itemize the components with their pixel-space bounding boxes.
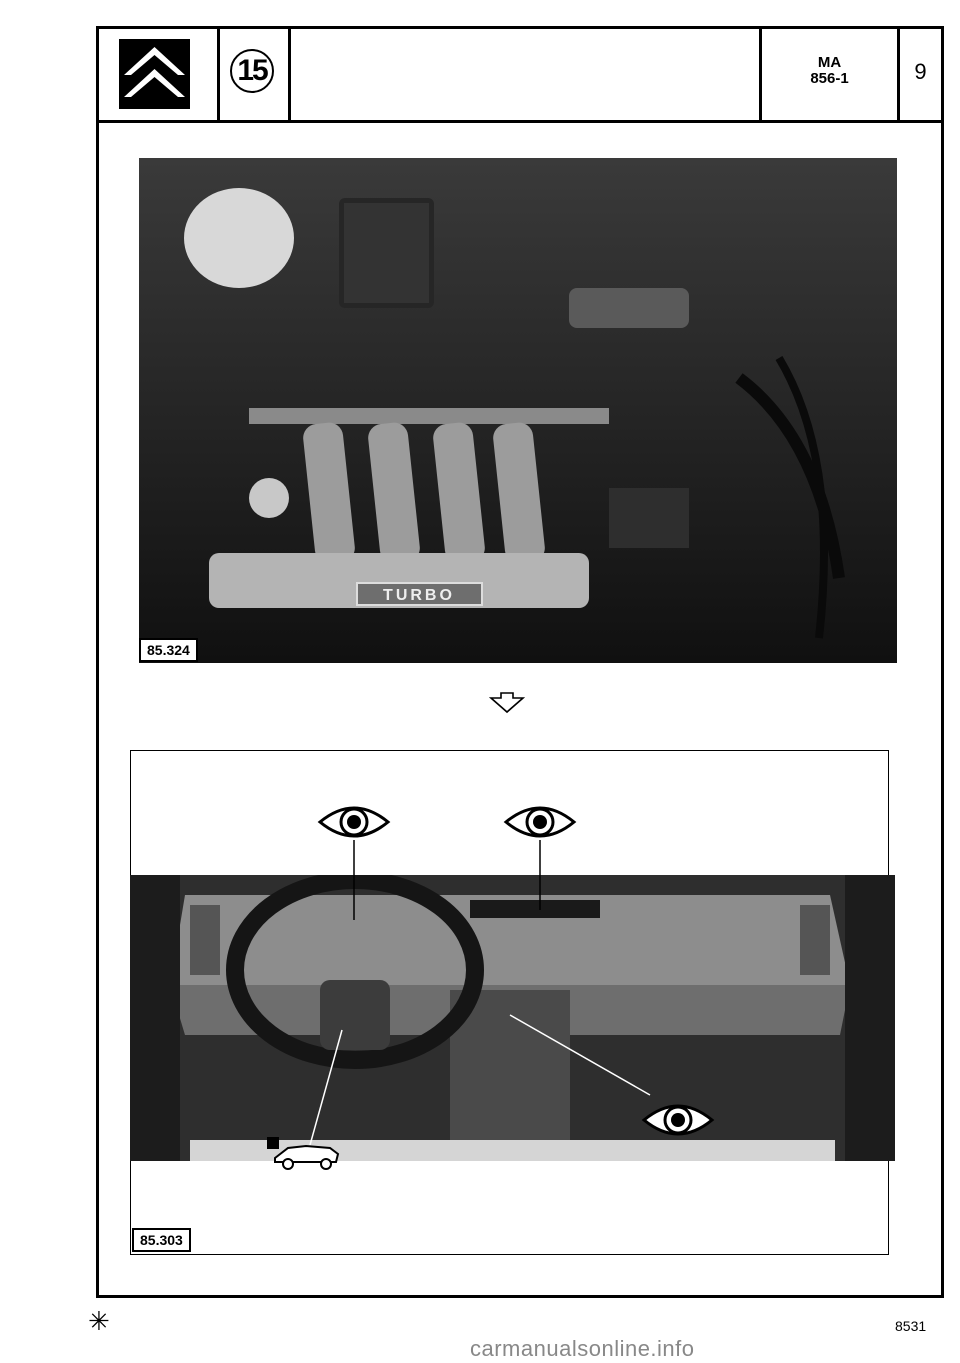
figure-ref-85-324: 85.324	[139, 638, 198, 662]
down-arrow-icon	[489, 692, 525, 714]
page-cell	[900, 29, 941, 120]
page-number: 9	[914, 59, 927, 84]
logo-cell	[99, 29, 220, 120]
code-line-2: 856-1	[810, 70, 849, 87]
eye-icon	[320, 808, 388, 836]
eye-icon	[644, 1106, 712, 1134]
chapter-number: 15	[230, 49, 274, 93]
page-header	[99, 29, 941, 123]
car-icon	[267, 1137, 338, 1169]
title-cell	[291, 29, 762, 120]
figure-ref-85-303: 85.303	[132, 1228, 191, 1252]
engine-bay-photo	[139, 158, 897, 663]
code-line-1: MA	[817, 54, 842, 71]
turbo-badge: TURBO	[383, 587, 455, 604]
citroen-chevrons-logo	[119, 39, 190, 109]
eye-icon	[506, 808, 574, 836]
manual-code	[762, 55, 897, 87]
watermark: carmanualsonline.info	[470, 1336, 695, 1361]
chapter-cell	[220, 29, 291, 120]
page-code: 8531	[895, 1318, 927, 1334]
code-cell	[762, 29, 900, 120]
asterisk-mark: ✳	[88, 1306, 110, 1336]
dashboard-callouts	[130, 750, 895, 1170]
